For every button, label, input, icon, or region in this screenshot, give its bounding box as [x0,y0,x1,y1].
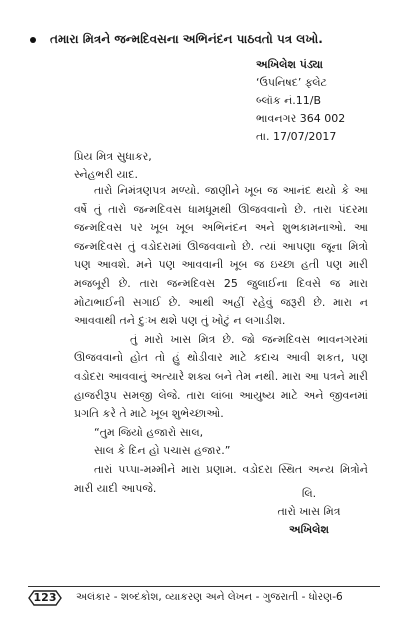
signature-relation: તારો ખાસ મિત્ર [277,505,341,518]
letter-body [74,182,368,498]
letter-date: તા. 17/07/2017 [256,130,337,143]
sender-name: અખિલેશ પંડ્યા [256,58,324,71]
footer-rule [28,586,380,587]
salutation-line-1: પ્રિય મિત્ર સુધાકર, [74,150,152,163]
salutation-line-2: સ્નેહભરી યાદ. [74,168,138,181]
poem-line-2: સાલ કે દિન હો પચાસ હજાર.” [94,444,231,458]
address-line-3: ભાવનગર 364 002 [256,112,346,125]
signature-closing: લિ. [301,487,317,500]
page-number-badge [28,590,62,606]
signature-block [274,485,344,539]
paragraph-2: તું મારો ખાસ મિત્ર છે. જો જન્મદિવસ ભાવનગરમાં ઊજવવાનો હોત તો હું થોડીવાર માટે કદાચ આવી શકત, પણ વડોદરા આવવાનું અત્યારે શક્ય બને તેમ નથી. મારા આ પત્રને મારી હાજરીરૂપ સમજી લેજે. તારા લાંબા આયુષ્ય માટે અને જીવનમાં પ્રગતિ કરે તે માટે ખૂબ શુભેચ્છાઓ. [74,332,368,421]
signature-name: અખિલેશ [289,523,329,536]
poem-line-1: “તુમ જિયો હજારો સાલ, [94,425,204,439]
salutation [74,148,152,184]
paragraph-1: તારો નિમંત્રણપત્ર મળ્યો. જાણીને ખૂબ જ આનંદ થયો કે આ વર્ષે તું તારો જન્મદિવસ ધામધૂમથી ઊજવવાનો છે. તારા પંદરમા જન્મદિવસ પર ખૂબ ખૂબ અભિનંદન અને શુભકામનાઓ. આ જન્મદિવસ તું વડોદરામાં ઊજવવાનો છે. ત્યાં આપણા જૂના મિત્રો પણ આવશે. મને પણ આવવાની ખૂબ જ ઇચ્છા હતી પણ મારી મજબૂરી છે. તારા જન્મદિવસ 25 જુલાઈના દિવસે જ મારા મોટાભાઈની સગાઈ છે. આથી અહીં રહેવું જરૂરી છે. મારા ન આવવાથી તને દુઃખ થશે પણ તું ખોટું ન લગાડીશ. [74,184,368,328]
address-line-2: બ્લૉક નં.11/B [256,94,322,107]
address-line-1: ‘ઉપનિષદ’ ફ્લેટ [256,76,327,89]
footer-text: અલંકાર - શબ્દકોશ, વ્યાકરણ અને લેખન - ગુજરાતી - ધોરણ-6 [76,591,343,603]
sender-address [256,56,345,146]
page-footer [28,586,380,608]
heading-text: તમારા મિત્રને જન્મદિવસના અભિનંદન પાઠવતો પત્ર લખો. [50,32,323,46]
page-number: 123 [33,591,57,604]
question-heading [30,32,323,47]
paragraph-3: તારાં પપ્પા-મમ્મીને મારા પ્રણામ. વડોદરા સ્થિત અન્ય મિત્રોને મારી યાદી આપજે. [74,462,368,495]
bullet-icon [30,37,36,43]
